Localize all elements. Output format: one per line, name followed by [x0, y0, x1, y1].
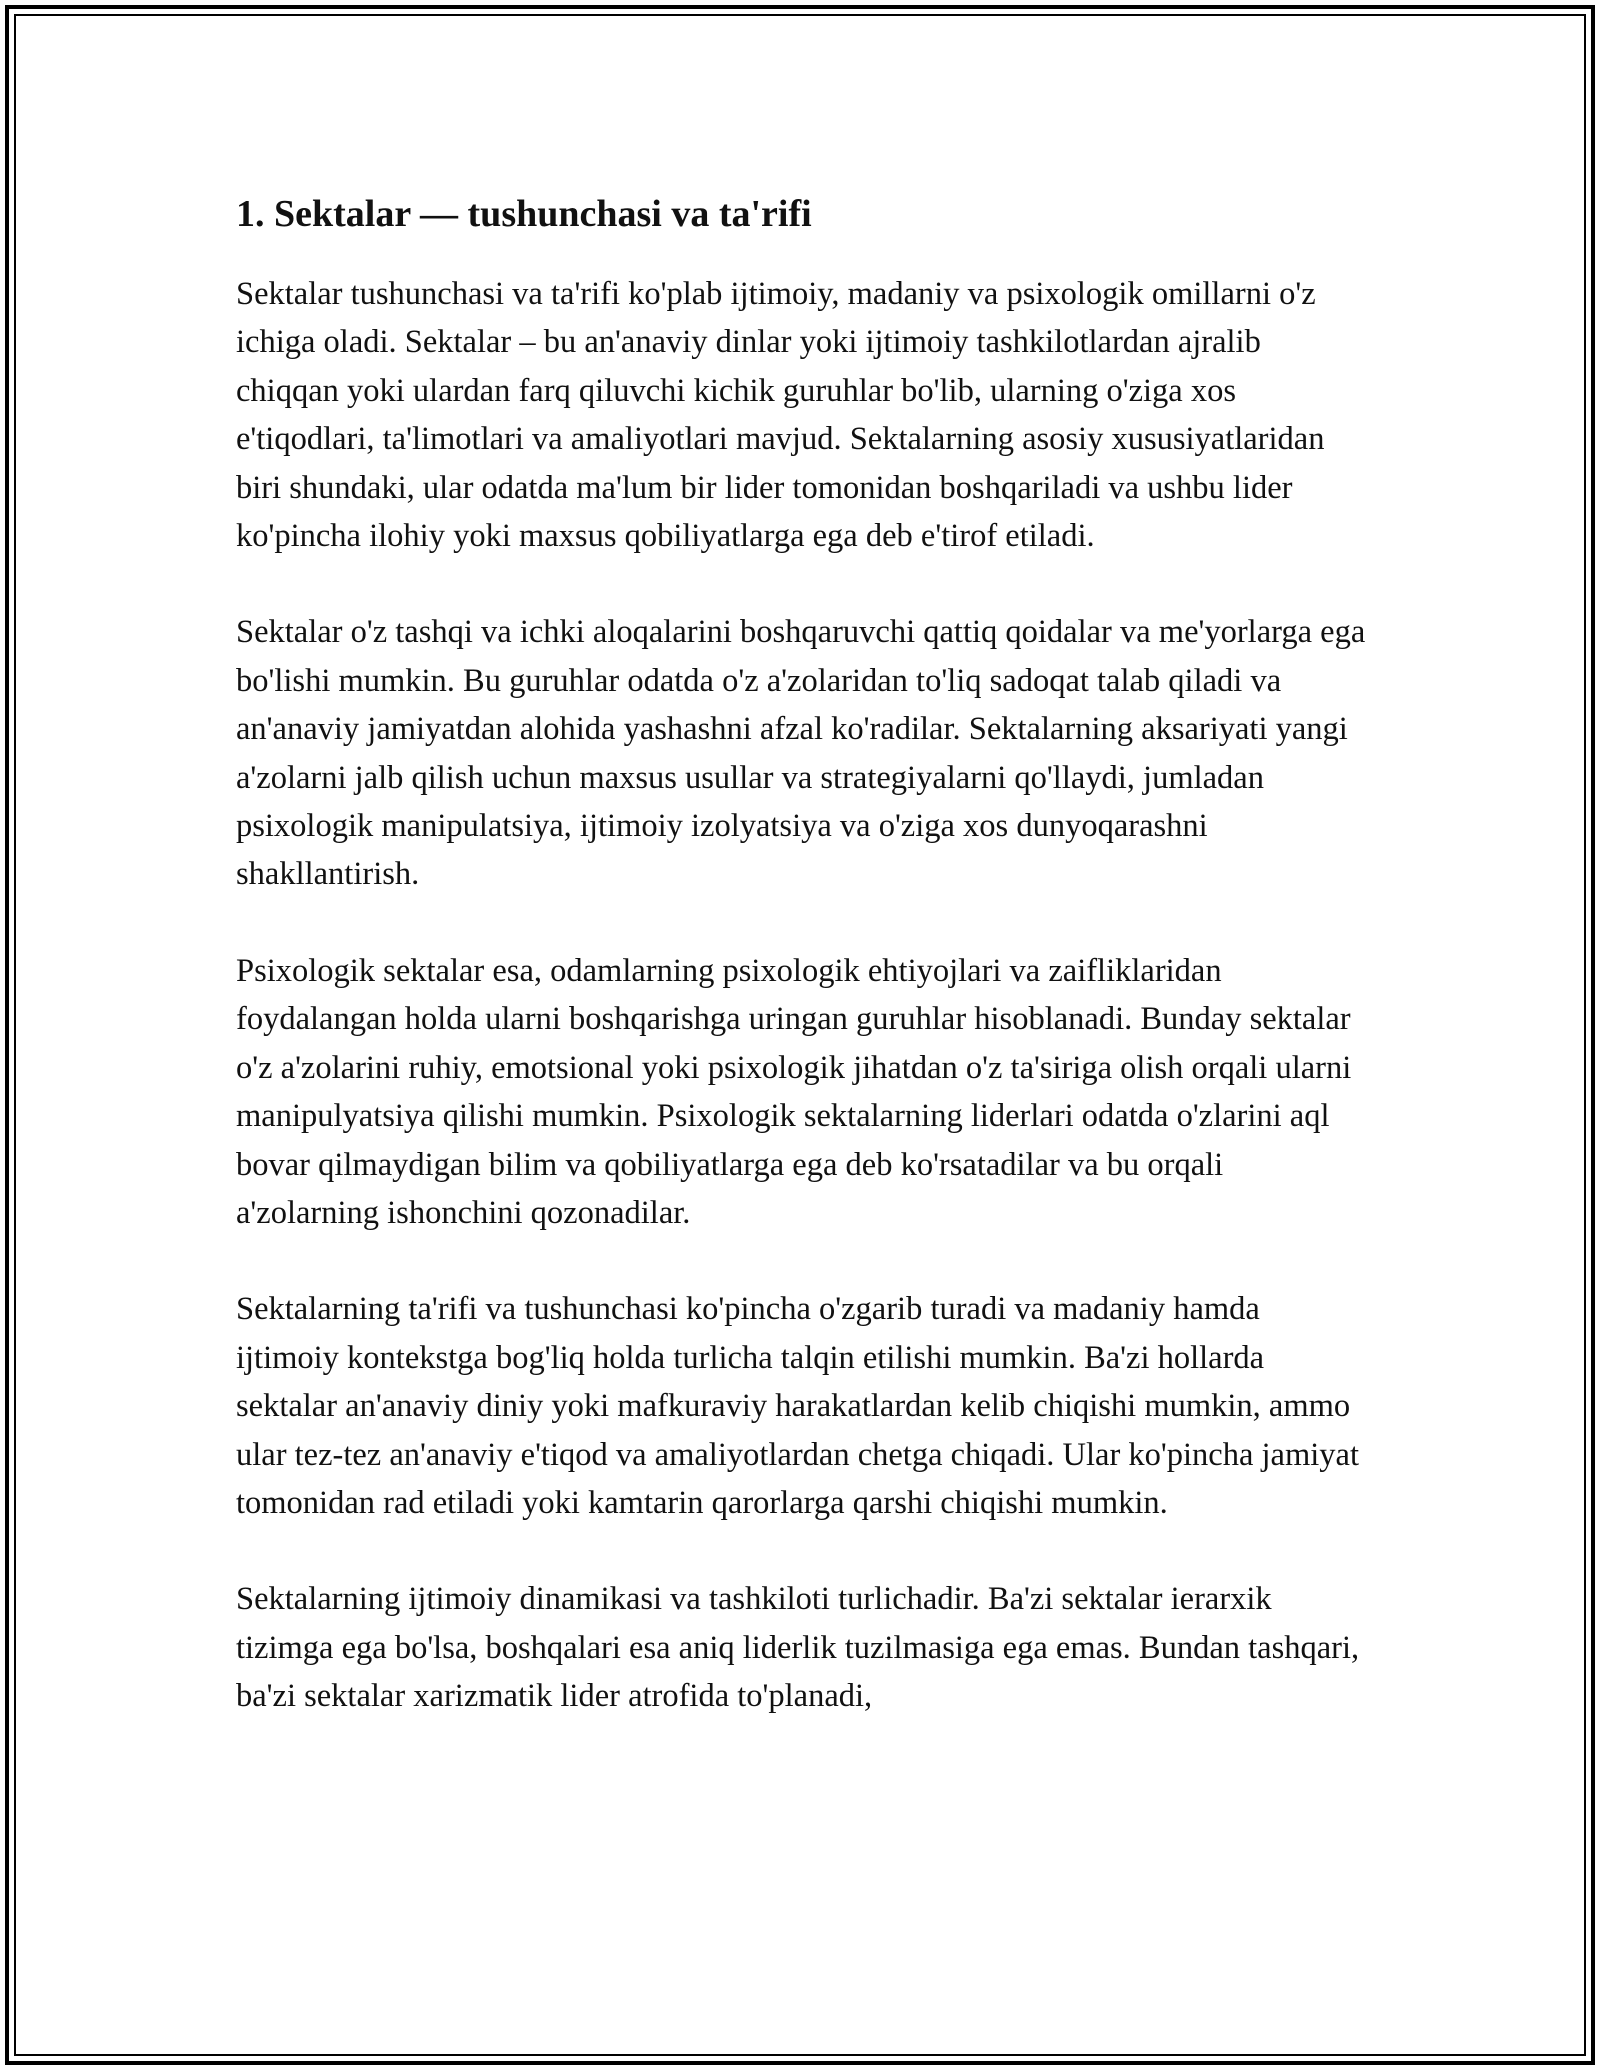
- document-body: [236, 188, 1366, 1769]
- paragraph-2: Sektalar o'z tashqi va ichki aloqalarini boshqaruvchi qattiq qoidalar va me'yorlarga ega bo'lishi mumkin. Bu guruhlar odatda o'z a'zolaridan to'liq sadoqat talab qiladi va an'anaviy jamiyatdan alohida yashashni afzal ko'radilar. Sektalarning aksariyati yangi a'zolarni jalb qilish uchun maxsus usullar va strategiyalarni qo'llaydi, jumladan psixologik manipulatsiya, ijtimoiy izolyatsiya va o'ziga xos dunyoqarashni shakllantirish.: [236, 614, 1366, 893]
- paragraph-1: Sektalar tushunchasi va ta'rifi ko'plab ijtimoiy, madaniy va psixologik omillarni o'z ichiga oladi. Sektalar – bu an'anaviy dinlar yoki ijtimoiy tashkilotlardan ajralib chiqqan yoki ulardan farq qiluvchi kichik guruhlar bo'lib, ularning o'ziga xos e'tiqodlari, ta'limotlari va amaliyotlari mavjud. Sektalarning asosiy xususiyatlaridan biri shundaki, ular odatda ma'lum bir lider tomonidan boshqariladi va ushbu lider ko'pincha ilohiy yoki maxsus qobiliyatlarga ega deb e'tirof etiladi.: [236, 276, 1325, 555]
- paragraph-4: Sektalarning ta'rifi va tushunchasi ko'pincha o'zgarib turadi va madaniy hamda ijtimoiy kontekstga bog'liq holda turlicha talqin etilishi mumkin. Ba'zi hollarda sektalar an'anaviy diniy yoki mafkuraviy harakatlardan kelib chiqishi mumkin, ammo ular tez-tez an'anaviy e'tiqod va amaliyotlardan chetga chiqadi. Ular ko'pincha jamiyat tomonidan rad etiladi yoki kamtarin qarorlarga qarshi chiqishi mumkin.: [236, 1291, 1359, 1521]
- section-heading: 1. Sektalar — tushunchasi va ta'rifi: [236, 193, 812, 235]
- paragraph-5: Sektalarning ijtimoiy dinamikasi va tashkiloti turlichadir. Ba'zi sektalar ierarxik tizimga ega bo'lsa, boshqalari esa aniq liderlik tuzilmasiga ega emas. Bundan tashqari, ba'zi sektalar xarizmatik lider atrofida to'planadi,: [236, 1581, 1360, 1715]
- paragraph-3: Psixologik sektalar esa, odamlarning psixologik ehtiyojlari va zaifliklaridan foydalangan holda ularni boshqarishga uringan guruhlar hisoblanadi. Bunday sektalar o'z a'zolarini ruhiy, emotsional yoki psixologik jihatdan o'z ta'siriga olish orqali ularni manipulyatsiya qilishi mumkin. Psixologik sektalarning liderlari odatda o'zlarini aql bovar qilmaydigan bilim va qobiliyatlarga ega deb ko'rsatadilar va bu orqali a'zolarning ishonchini qozonadilar.: [236, 952, 1352, 1231]
